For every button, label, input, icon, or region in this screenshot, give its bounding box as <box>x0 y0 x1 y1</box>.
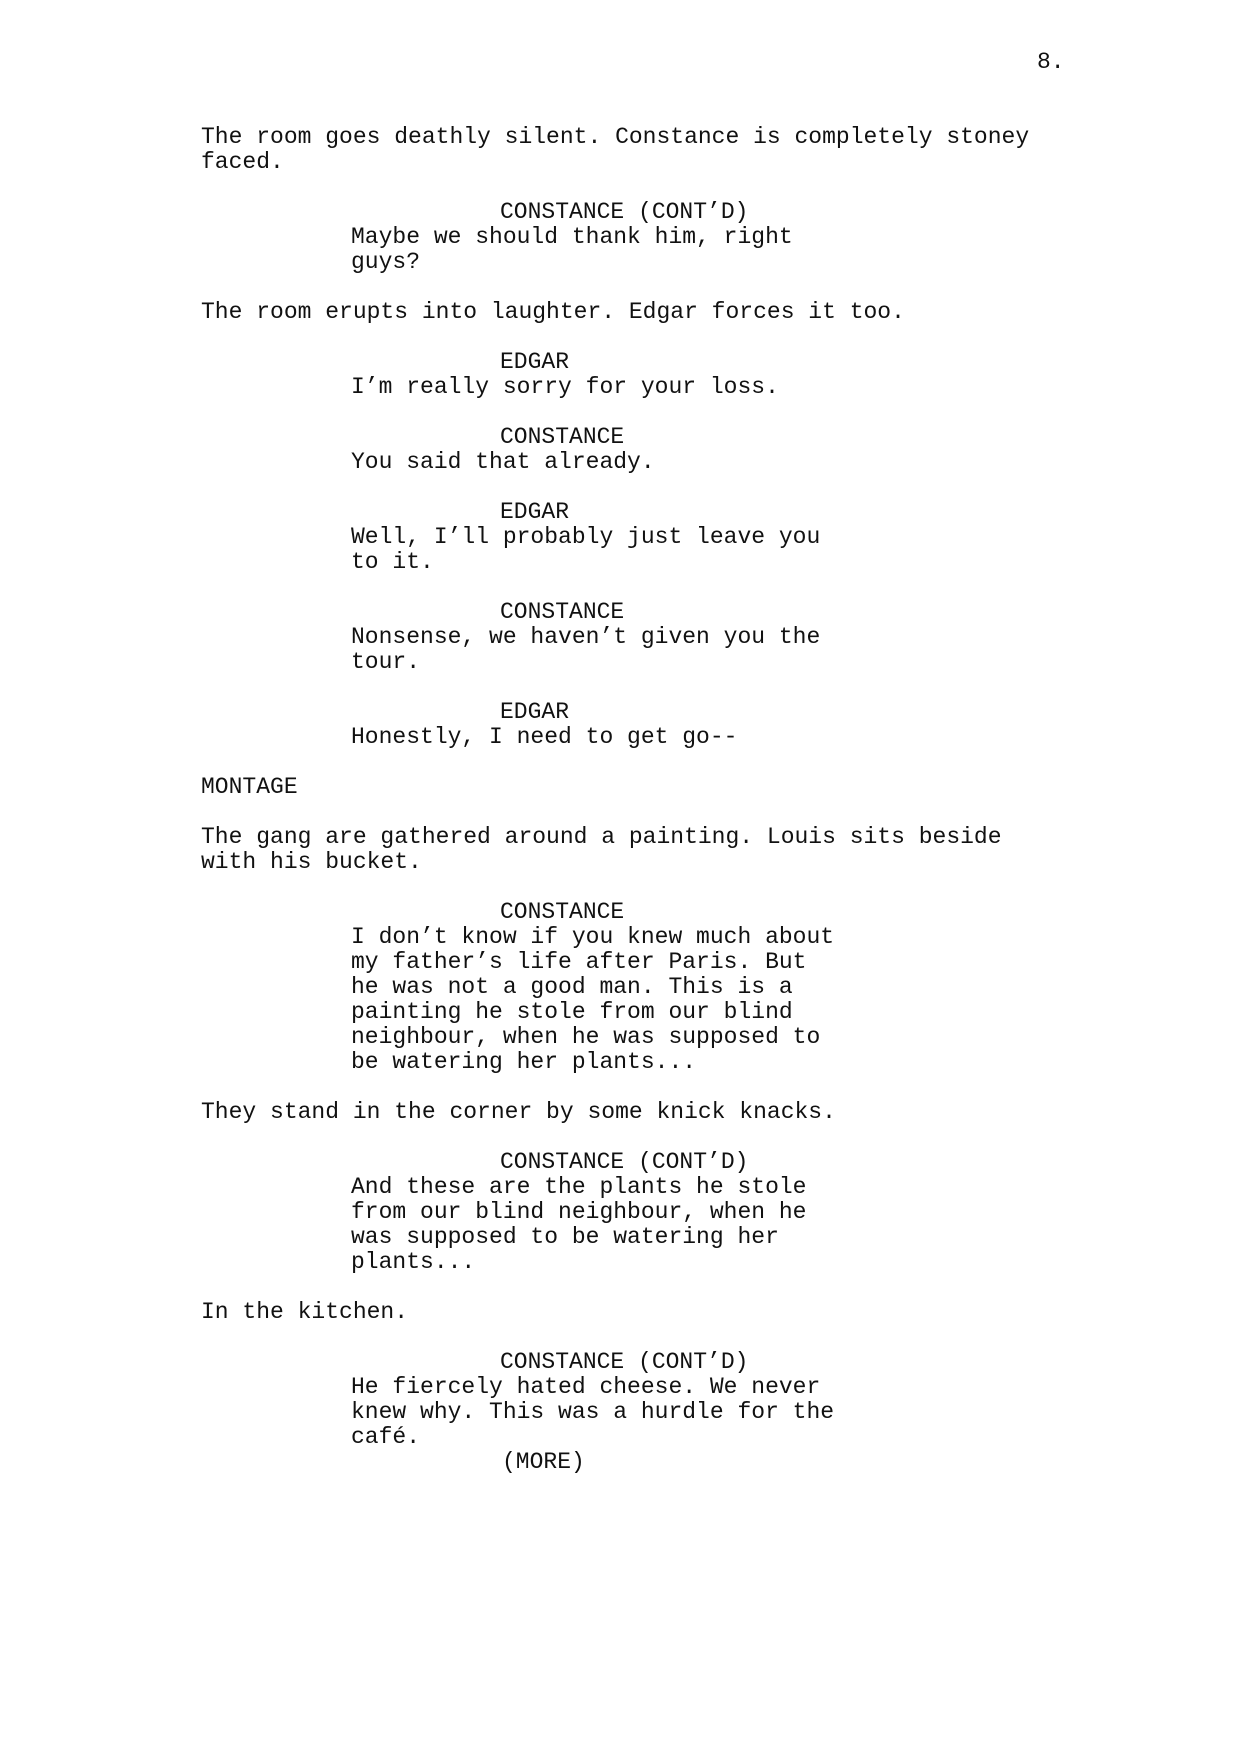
dialogue-text: Maybe we should thank him, right guys? <box>351 224 793 275</box>
dialogue-text: He fiercely hated cheese. We never knew why. This was a hurdle for the café. <box>351 1374 835 1450</box>
character-cue: CONSTANCE <box>500 599 625 625</box>
more-continuation-marker: (MORE) <box>502 1449 585 1475</box>
dialogue-block <box>201 425 1101 475</box>
dialogue-text: Nonsense, we haven’t given you the tour. <box>351 624 821 675</box>
character-cue: CONSTANCE <box>500 899 625 925</box>
dialogue-block <box>201 1350 1101 1475</box>
dialogue-text: Honestly, I need to get go-- <box>351 724 738 750</box>
dialogue-text: You said that already. <box>351 449 655 475</box>
action-line: The room goes deathly silent. Constance is completely stoney faced. <box>201 124 1030 175</box>
dialogue-block <box>201 200 1101 275</box>
character-cue: CONSTANCE (CONT’D) <box>500 199 749 225</box>
character-cue: EDGAR <box>500 349 570 375</box>
character-cue: CONSTANCE (CONT’D) <box>500 1149 749 1175</box>
dialogue-block <box>201 1150 1101 1275</box>
dialogue-block <box>201 900 1101 1075</box>
dialogue-text: Well, I’ll probably just leave you to it. <box>351 524 821 575</box>
action-line: The room erupts into laughter. Edgar forces it too. <box>201 299 905 325</box>
action-line: In the kitchen. <box>201 1299 409 1325</box>
dialogue-text: And these are the plants he stole from our blind neighbour, when he was supposed to be watering her plants... <box>351 1174 807 1275</box>
screenplay-body <box>201 125 1101 1500</box>
character-cue: EDGAR <box>500 699 570 725</box>
character-cue: CONSTANCE (CONT’D) <box>500 1349 749 1375</box>
dialogue-block <box>201 600 1101 675</box>
page-number: 8. <box>1037 49 1065 75</box>
dialogue-block <box>201 700 1101 750</box>
montage-heading: MONTAGE <box>201 774 298 800</box>
dialogue-block <box>201 500 1101 575</box>
dialogue-text: I’m really sorry for your loss. <box>351 374 779 400</box>
action-line: They stand in the corner by some knick knacks. <box>201 1099 836 1125</box>
dialogue-block <box>201 350 1101 400</box>
character-cue: EDGAR <box>500 499 570 525</box>
dialogue-text: I don’t know if you knew much about my father’s life after Paris. But he was not a good man. This is a painting he stole from our blind neighbour, when he was supposed to be watering her plants... <box>351 924 835 1075</box>
action-line: The gang are gathered around a painting. Louis sits beside with his bucket. <box>201 824 1002 875</box>
character-cue: CONSTANCE <box>500 424 625 450</box>
